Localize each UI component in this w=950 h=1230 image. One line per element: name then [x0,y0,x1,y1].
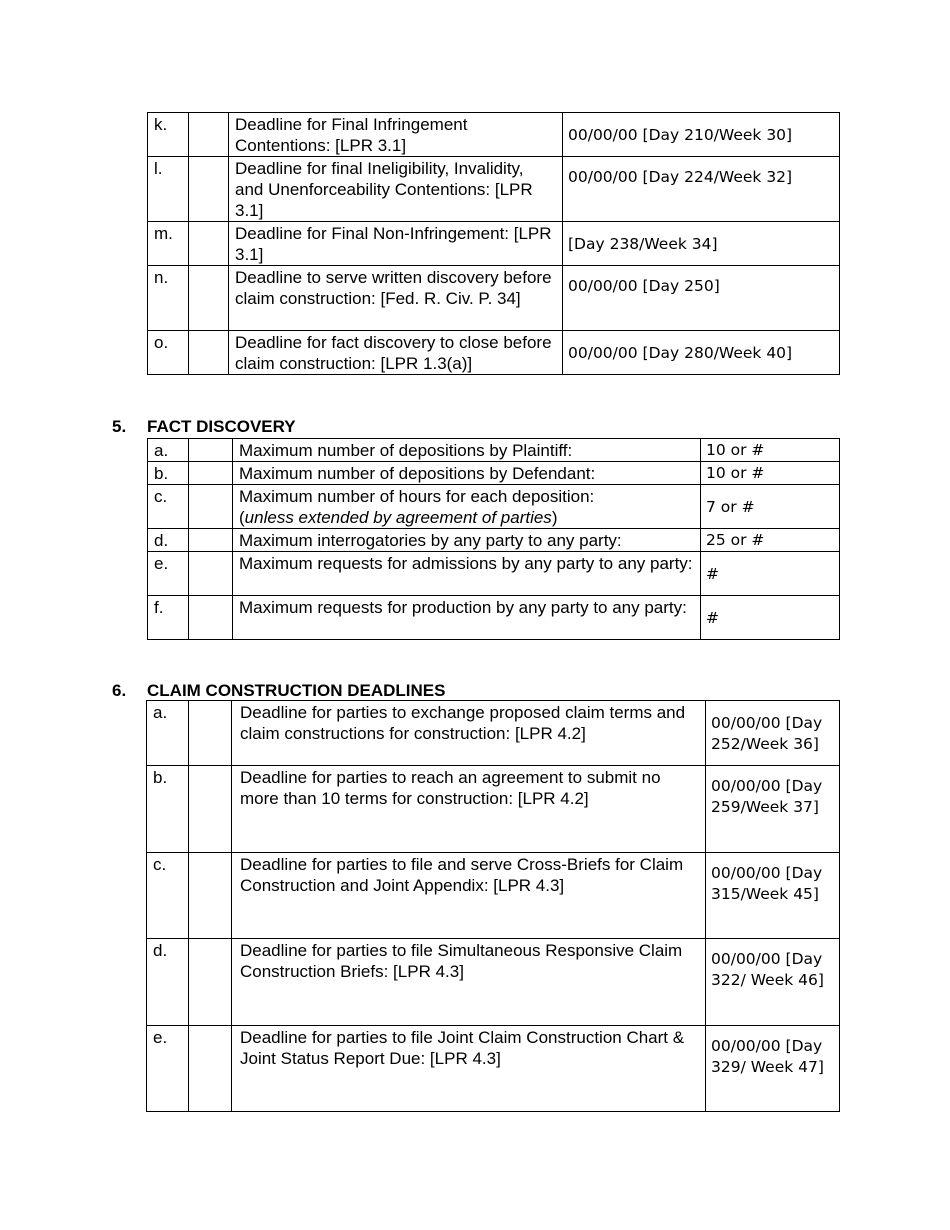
row-letter: n. [148,266,189,331]
row-description: Maximum number of depositions by Defendant: [233,462,701,485]
row-description: Maximum requests for admissions by any party to any party: [233,552,701,596]
blank-cell [189,853,232,939]
row-date-value: 00/00/00 [Day 329/ Week 47] [706,1026,840,1112]
blank-cell [189,552,233,596]
row-limit-value: 10 or # [701,462,840,485]
row-date-value: 00/00/00 [Day 224/Week 32] [563,157,840,222]
row-description: Maximum interrogatories by any party to any party: [233,529,701,552]
row-letter: e. [147,1026,189,1112]
table-row [148,222,840,266]
blank-cell [189,113,229,157]
blank-cell [189,266,229,331]
row-date-value: 00/00/00 [Day 210/Week 30] [563,113,840,157]
row-description [233,485,701,529]
blank-cell [189,766,232,853]
table-row [147,939,840,1026]
row-letter: m. [148,222,189,266]
blank-cell [189,529,233,552]
row-description: Deadline for parties to file Simultaneous Responsive Claim Construction Briefs: [LPR 4.3] [232,939,706,1026]
table-row [148,266,840,331]
blank-cell [189,939,232,1026]
table-row [148,485,840,529]
desc-italic-note: unless extended by agreement of parties [244,508,552,527]
row-date-value: 00/00/00 [Day 250] [563,266,840,331]
desc-main: Maximum number of hours for each deposition: [239,487,595,506]
row-limit-value: 10 or # [701,439,840,462]
table-row [148,157,840,222]
row-date-value: 00/00/00 [Day 315/Week 45] [706,853,840,939]
row-description: Maximum number of depositions by Plaintiff: [233,439,701,462]
fact-discovery-table [147,438,840,640]
row-letter: l. [148,157,189,222]
row-date-value: 00/00/00 [Day 280/Week 40] [563,331,840,375]
blank-cell [189,596,233,640]
row-letter: o. [148,331,189,375]
section-number: 6. [112,681,127,700]
table-row [148,552,840,596]
table-row [147,1026,840,1112]
desc-paren-close: ) [551,508,558,527]
row-letter: b. [147,766,189,853]
row-description: Deadline for final Ineligibility, Invalidity, and Unenforceability Contentions: [LPR 3.1] [229,157,563,222]
row-letter: d. [147,939,189,1026]
contentions-deadline-table [147,112,840,375]
table-row [148,596,840,640]
blank-cell [189,485,233,529]
row-date-value: 00/00/00 [Day 322/ Week 46] [706,939,840,1026]
table-row [147,766,840,853]
table-row [148,331,840,375]
row-letter: k. [148,113,189,157]
row-letter: a. [148,439,189,462]
row-description: Deadline for parties to file and serve Cross-Briefs for Claim Construction and Joint Appendix: [LPR 4.3] [232,853,706,939]
blank-cell [189,222,229,266]
table-row [147,853,840,939]
row-limit-value: 25 or # [701,529,840,552]
blank-cell [189,1026,232,1112]
row-limit-value: # [701,596,840,640]
row-letter: c. [148,485,189,529]
row-description: Deadline for Final Infringement Contentions: [LPR 3.1] [229,113,563,157]
claim-construction-table [146,700,840,1112]
row-description: Deadline for parties to file Joint Claim Construction Chart & Joint Status Report Due: [LPR 4.3] [232,1026,706,1112]
desc-paren-open: ( [239,508,245,527]
section-title: CLAIM CONSTRUCTION DEADLINES [147,681,446,700]
blank-cell [189,157,229,222]
table-row [148,529,840,552]
row-limit-value: # [701,552,840,596]
row-letter: f. [148,596,189,640]
row-description: Deadline for Final Non-Infringement: [LPR 3.1] [229,222,563,266]
row-date-value: 00/00/00 [Day 259/Week 37] [706,766,840,853]
row-letter: d. [148,529,189,552]
blank-cell [189,701,232,766]
blank-cell [189,331,229,375]
table-row [148,462,840,485]
row-description: Maximum requests for production by any party to any party: [233,596,701,640]
row-limit-value: 7 or # [701,485,840,529]
section-title: FACT DISCOVERY [147,417,296,436]
row-letter: b. [148,462,189,485]
row-description: Deadline for parties to reach an agreement to submit no more than 10 terms for construction: [LPR 4.2] [232,766,706,853]
row-description: Deadline to serve written discovery before claim construction: [Fed. R. Civ. P. 34] [229,266,563,331]
blank-cell [189,439,233,462]
table-row [148,439,840,462]
row-description: Deadline for fact discovery to close before claim construction: [LPR 1.3(a)] [229,331,563,375]
blank-cell [189,462,233,485]
section-number: 5. [112,417,127,436]
row-date-value: [Day 238/Week 34] [563,222,840,266]
row-date-value: 00/00/00 [Day 252/Week 36] [706,701,840,766]
row-letter: c. [147,853,189,939]
row-description: Deadline for parties to exchange proposed claim terms and claim constructions for construction: [LPR 4.2] [232,701,706,766]
table-row [147,701,840,766]
row-letter: e. [148,552,189,596]
table-row [148,113,840,157]
row-letter: a. [147,701,189,766]
